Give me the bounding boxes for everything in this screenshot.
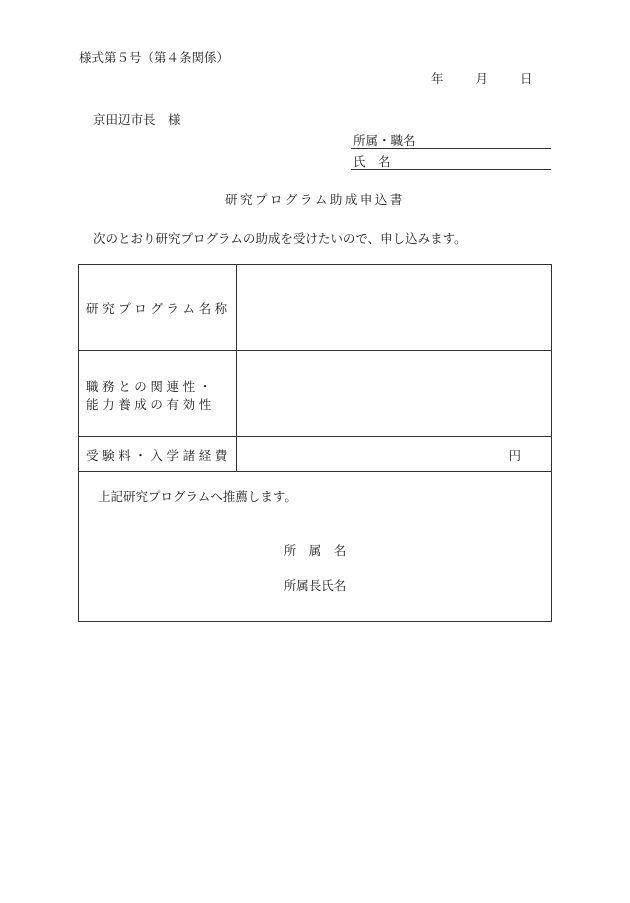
fees-field[interactable]: [237, 437, 551, 471]
relevance-label-line2: 能力養成の有効性: [86, 397, 215, 412]
application-table: [78, 264, 552, 622]
recommendation-text: 上記研究プログラムへ推薦します。: [98, 489, 297, 504]
program-name-field[interactable]: [237, 265, 551, 350]
applicant-name-field[interactable]: [351, 152, 551, 170]
affiliation-label: 所属・職名: [353, 133, 416, 148]
row-divider: [79, 471, 551, 472]
yen-unit: 円: [508, 448, 521, 463]
document-title: 研究プログラム助成申込書: [225, 192, 405, 207]
date-day: 日: [520, 71, 533, 86]
date-year: 年: [431, 71, 444, 86]
department-head-name-label: 所属長氏名: [283, 578, 347, 593]
relevance-field[interactable]: [237, 351, 551, 436]
addressee: 京田辺市長 様: [93, 112, 181, 127]
applicant-name-label: 氏 名: [353, 154, 391, 169]
relevance-label-line1: 職務との関連性・: [86, 379, 215, 394]
intro-text: 次のとおり研究プログラムの助成を受けたいので、申し込みます。: [93, 231, 467, 246]
fees-label: 受験料・入学諸経費: [86, 448, 231, 463]
program-name-label: 研究プログラム名称: [86, 301, 231, 316]
date-month: 月: [475, 71, 489, 86]
affiliation-field[interactable]: [351, 131, 551, 149]
department-name-label: 所 属 名: [283, 543, 347, 558]
date-line: [431, 69, 533, 87]
form-number: 様式第５号（第４条関係）: [79, 50, 230, 65]
